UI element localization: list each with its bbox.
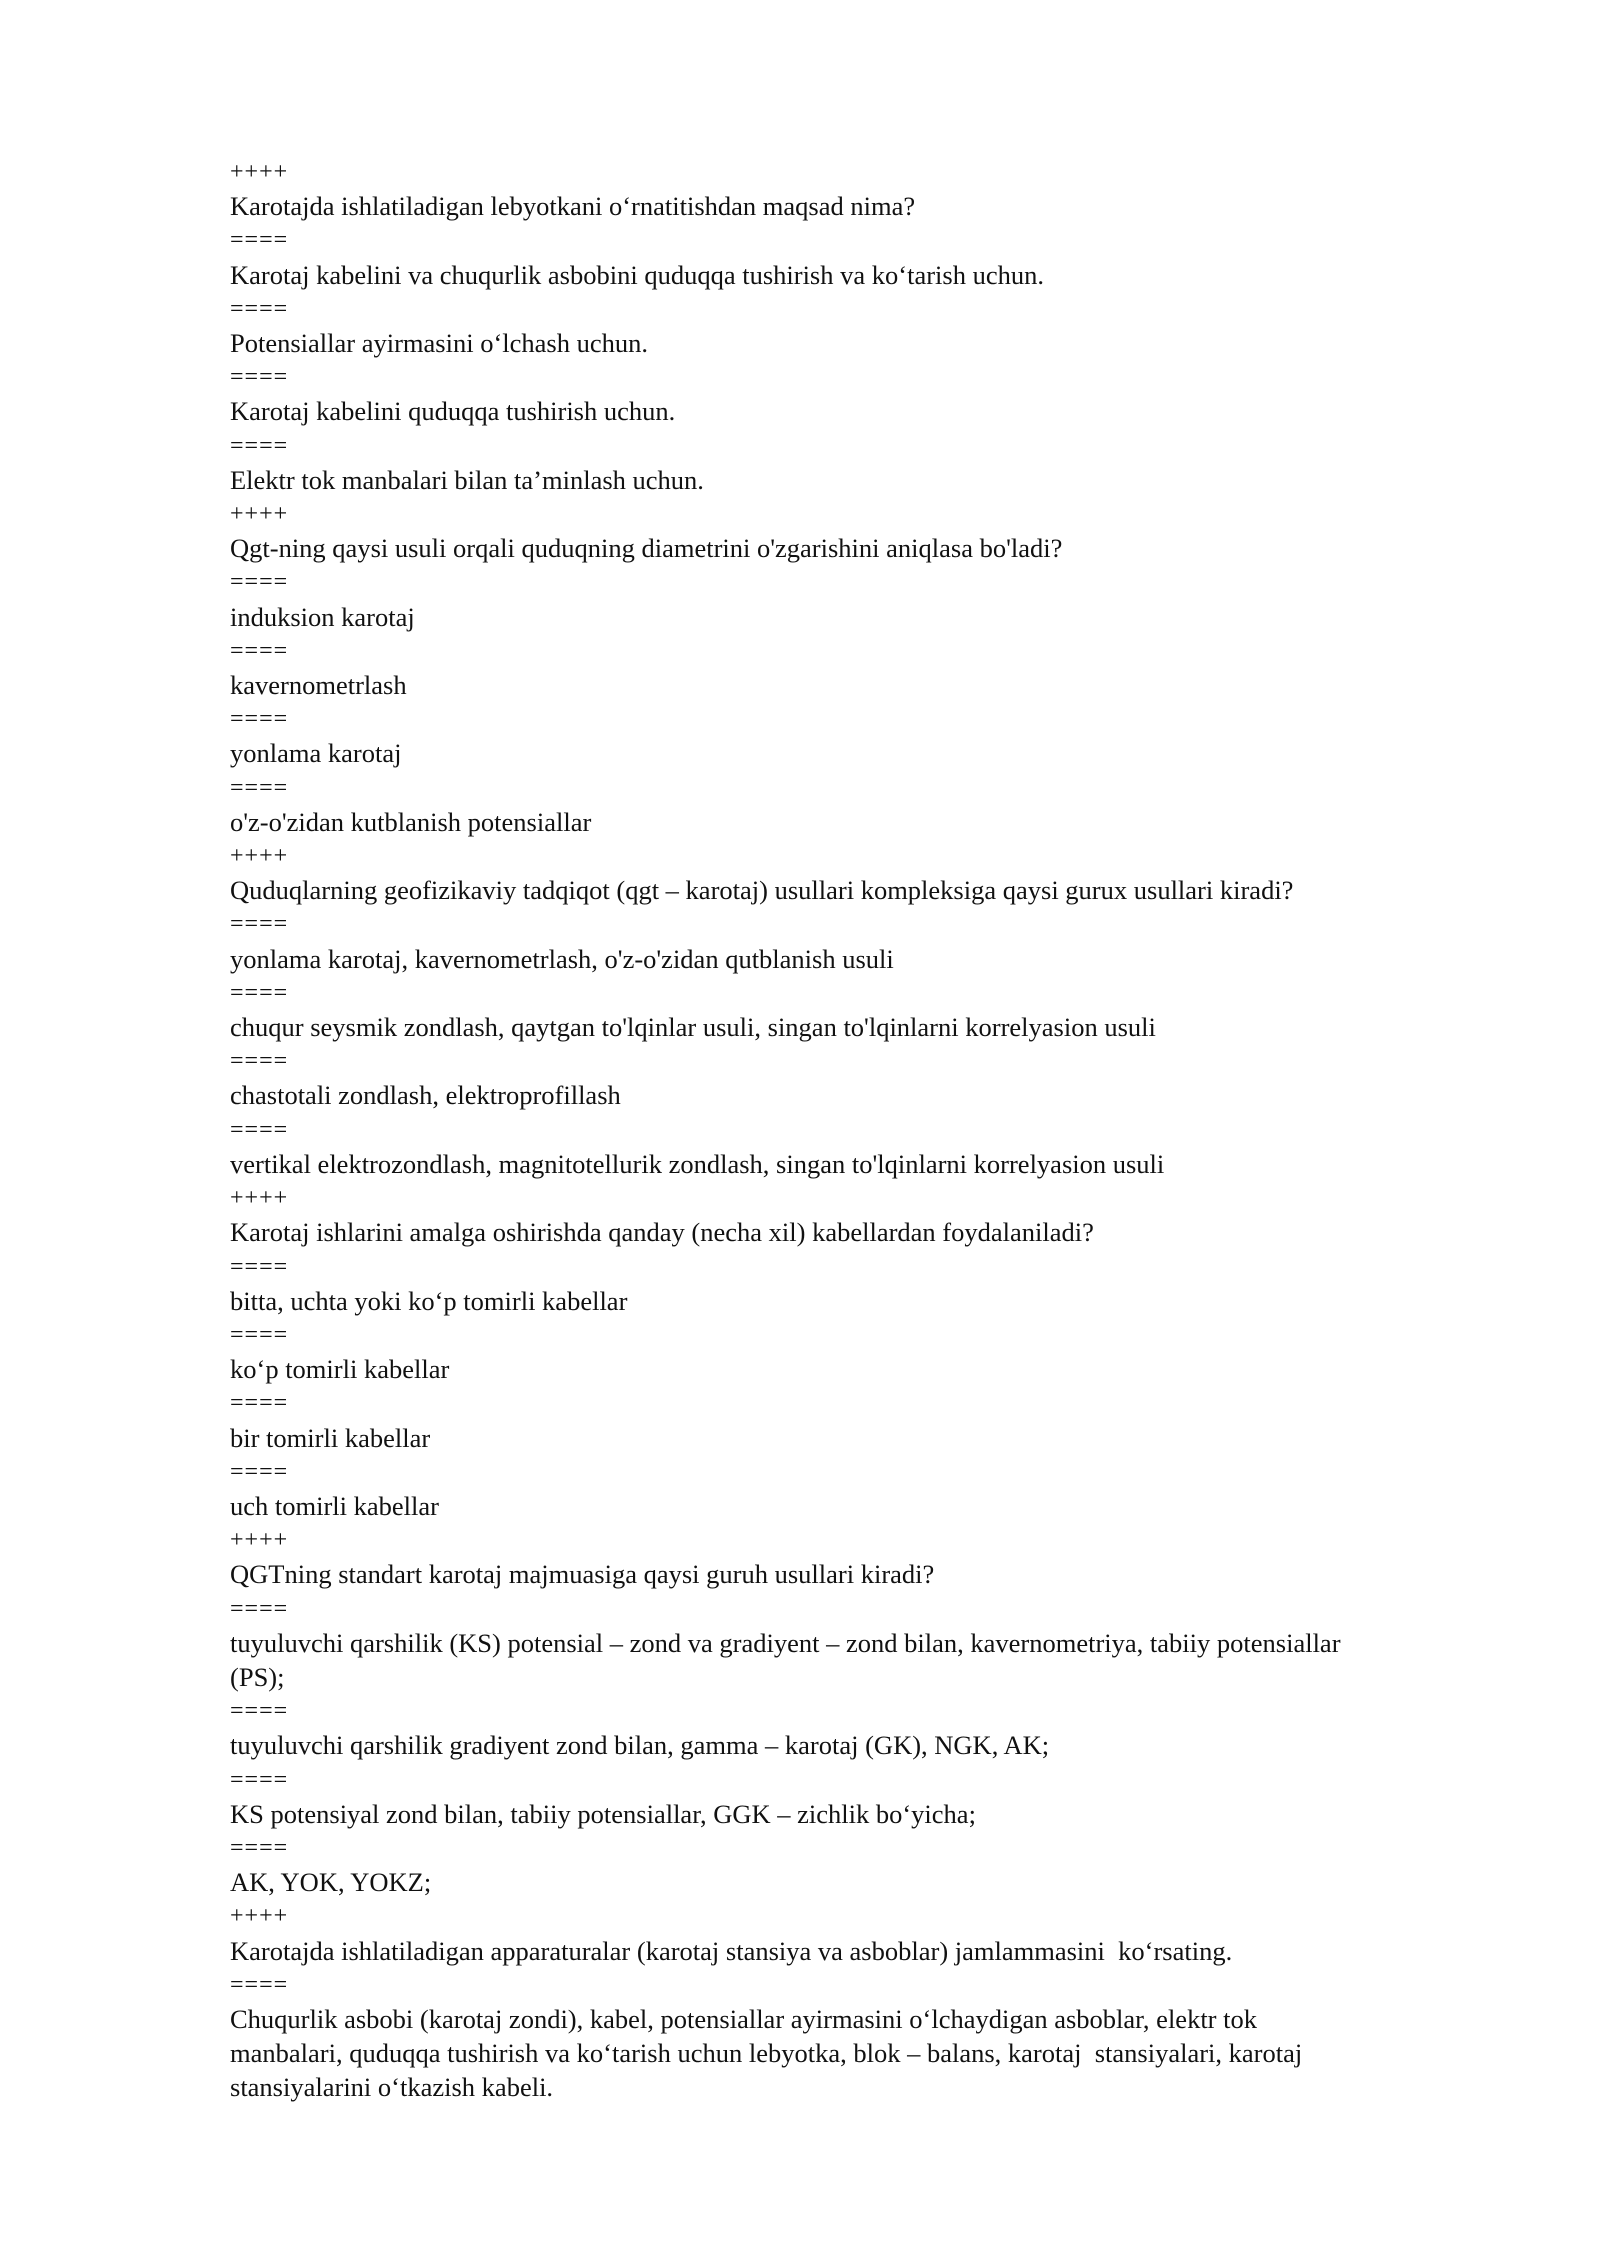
separator-line: ++++: [230, 501, 289, 528]
separator-line: ====: [230, 227, 289, 254]
separator-line: ====: [230, 1766, 289, 1793]
text-line: Potensiallar ayirmasini o‘lchash uchun.: [230, 328, 649, 359]
separator-line: ++++: [230, 1185, 289, 1212]
text-line: Qgt-ning qaysi usuli orqali quduqning diametrini o'zgarishini aniqlasa bo'ladi?: [230, 533, 1063, 564]
text-line: Karotaj kabelini quduqqa tushirish uchun.: [230, 396, 676, 427]
separator-line: ====: [230, 911, 289, 938]
separator-line: ====: [230, 774, 289, 801]
separator-line: ====: [230, 1971, 289, 1998]
text-line: chastotali zondlash, elektroprofillash: [230, 1080, 621, 1111]
separator-line: ++++: [230, 1903, 289, 1930]
separator-line: ====: [230, 1321, 289, 1348]
text-line: chuqur seysmik zondlash, qaytgan to'lqinlar usuli, singan to'lqinlarni korrelyasion usuli: [230, 1012, 1156, 1043]
text-line: o'z-o'zidan kutblanish potensiallar: [230, 806, 592, 837]
text-line: uch tomirli kabellar: [230, 1490, 439, 1521]
separator-line: ====: [230, 1116, 289, 1143]
separator-line: ====: [230, 1698, 289, 1725]
text-line: kavernometrlash: [230, 670, 407, 701]
text-line: Elektr tok manbalari bilan ta’minlash uchun.: [230, 464, 704, 495]
text-line: induksion karotaj: [230, 601, 415, 632]
separator-line: ====: [230, 1048, 289, 1075]
text-line: Quduqlarning geofizikaviy tadqiqot (qgt – karotaj) usullari kompleksiga qaysi gurux usullari kiradi?: [230, 875, 1294, 906]
text-line: tuyuluvchi qarshilik (KS) potensial – zond va gradiyent – zond bilan, kavernometriya, tabiiy potensiallar (PS);: [230, 1627, 1341, 1692]
text-line: Karotaj ishlarini amalga oshirishda qanday (necha xil) kabellardan foydalaniladi?: [230, 1217, 1094, 1248]
text-line: vertikal elektrozondlash, magnitotellurik zondlash, singan to'lqinlarni korrelyasion usuli: [230, 1148, 1165, 1179]
separator-line: ====: [230, 1390, 289, 1417]
text-line: QGTning standart karotaj majmuasiga qaysi guruh usullari kiradi?: [230, 1559, 935, 1590]
text-line: Chuqurlik asbobi (karotaj zondi), kabel, potensiallar ayirmasini o‘lchaydigan asboblar, elektr tok manbalari, quduqqa tushirish va ko‘tarish uchun lebyotka, blok – balans, karotaj stansiyalari, karotaj stansiyalarini o‘tkazish kabeli.: [230, 2003, 1303, 2103]
separator-line: ====: [230, 706, 289, 733]
text-line: AK, YOK, YOKZ;: [230, 1867, 432, 1898]
separator-line: ====: [230, 637, 289, 664]
separator-line: ====: [230, 364, 289, 391]
text-line: tuyuluvchi qarshilik gradiyent zond bilan, gamma – karotaj (GK), NGK, AK;: [230, 1730, 1050, 1761]
separator-line: ====: [230, 1458, 289, 1485]
text-line: bitta, uchta yoki ko‘p tomirli kabellar: [230, 1285, 628, 1316]
text-line: Karotajda ishlatiladigan apparaturalar (karotaj stansiya va asboblar) jamlammasini ko‘rsating.: [230, 1935, 1233, 1966]
separator-line: ====: [230, 1595, 289, 1622]
text-line: yonlama karotaj: [230, 738, 402, 769]
separator-line: ====: [230, 295, 289, 322]
separator-line: ====: [230, 979, 289, 1006]
text-line: Karotajda ishlatiladigan lebyotkani o‘rnatitishdan maqsad nima?: [230, 191, 916, 222]
text-line: KS potensiyal zond bilan, tabiiy potensiallar, GGK – zichlik bo‘yicha;: [230, 1798, 976, 1829]
separator-line: ++++: [230, 843, 289, 870]
separator-line: ====: [230, 432, 289, 459]
separator-line: ++++: [230, 159, 289, 185]
text-line: Karotaj kabelini va chuqurlik asbobini quduqqa tushirish va ko‘tarish uchun.: [230, 259, 1044, 290]
separator-line: ====: [230, 1834, 289, 1861]
separator-line: ====: [230, 569, 289, 596]
document-body: [230, 155, 1480, 2105]
text-line: yonlama karotaj, kavernometrlash, o'z-o'zidan qutblanish usuli: [230, 943, 894, 974]
separator-line: ====: [230, 1253, 289, 1280]
text-line: bir tomirli kabellar: [230, 1422, 431, 1453]
separator-line: ++++: [230, 1527, 289, 1554]
text-line: ko‘p tomirli kabellar: [230, 1354, 450, 1385]
